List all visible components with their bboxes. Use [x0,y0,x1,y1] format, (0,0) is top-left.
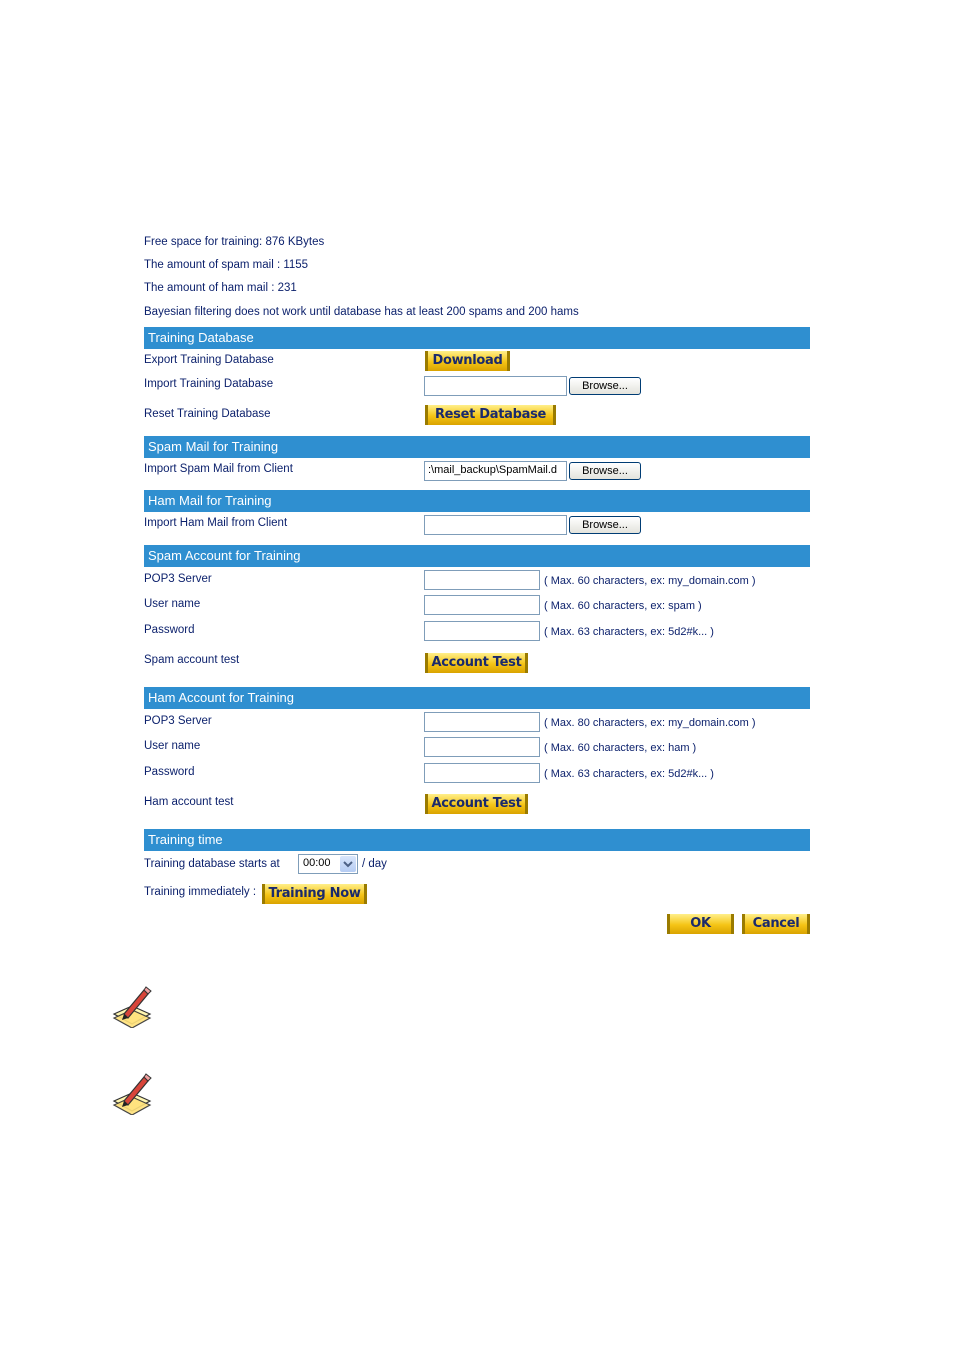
reset-database-label: Reset Training Database [144,408,271,420]
ham-account-header: Ham Account for Training [144,687,810,709]
training-now-button[interactable]: Training Now [262,884,367,904]
ham-password-input[interactable] [424,763,540,783]
ham-username-input[interactable] [424,737,540,757]
download-button[interactable]: Download [425,351,510,371]
spam-username-hint: ( Max. 60 characters, ex: spam ) [544,600,702,612]
ham-mail-header: Ham Mail for Training [144,490,810,512]
import-database-label: Import Training Database [144,378,274,390]
per-day-label: / day [362,858,387,870]
import-spam-mail-file-input[interactable]: :\mail_backup\SpamMail.d [424,461,567,481]
ok-button[interactable]: OK [667,914,734,934]
note-pencil-icon [110,984,154,1028]
spam-account-test-label: Spam account test [144,654,240,666]
spam-mail-header: Spam Mail for Training [144,436,810,458]
import-ham-mail-file-input[interactable] [424,515,567,535]
ham-password-label: Password [144,766,195,778]
spam-account-header: Spam Account for Training [144,545,810,567]
ham-username-hint: ( Max. 60 characters, ex: ham ) [544,742,697,754]
import-database-browse-button[interactable]: Browse... [569,377,641,395]
bayesian-note-text: Bayesian filtering does not work until database has at least 200 spams and 200 hams [144,306,579,318]
spam-password-hint: ( Max. 63 characters, ex: 5d2#k... ) [544,626,714,638]
note-pencil-icon [110,1071,154,1115]
spam-username-input[interactable] [424,595,540,615]
spam-pop3-hint: ( Max. 60 characters, ex: my_domain.com ) [544,575,756,587]
spam-username-label: User name [144,598,201,610]
ham-pop3-hint: ( Max. 80 characters, ex: my_domain.com ) [544,717,756,729]
ham-account-test-button[interactable]: Account Test [425,794,528,814]
import-spam-mail-browse-button[interactable]: Browse... [569,462,641,480]
import-database-file-input[interactable] [424,376,567,396]
chevron-down-icon[interactable] [340,856,356,872]
spam-pop3-label: POP3 Server [144,573,212,585]
training-starts-label: Training database starts at [144,858,280,870]
training-time-header: Training time [144,829,810,851]
ham-username-label: User name [144,740,201,752]
import-ham-mail-label: Import Ham Mail from Client [144,517,288,529]
spam-pop3-input[interactable] [424,570,540,590]
ham-amount-text: The amount of ham mail : 231 [144,282,297,294]
ham-pop3-input[interactable] [424,712,540,732]
import-spam-mail-label: Import Spam Mail from Client [144,463,293,475]
reset-database-button[interactable]: Reset Database [425,405,556,425]
ham-account-test-label: Ham account test [144,796,234,808]
import-ham-mail-browse-button[interactable]: Browse... [569,516,641,534]
training-database-header: Training Database [144,327,810,349]
spam-password-input[interactable] [424,621,540,641]
spam-password-label: Password [144,624,195,636]
training-time-value: 00:00 [303,857,331,869]
export-database-label: Export Training Database [144,354,274,366]
training-immediately-label: Training immediately : [144,886,257,898]
spam-account-test-button[interactable]: Account Test [425,653,528,673]
cancel-button[interactable]: Cancel [742,914,810,934]
ham-password-hint: ( Max. 63 characters, ex: 5d2#k... ) [544,768,714,780]
training-time-select[interactable] [298,854,358,874]
ham-pop3-label: POP3 Server [144,715,212,727]
free-space-text: Free space for training: 876 KBytes [144,236,325,248]
spam-amount-text: The amount of spam mail : 1155 [144,259,309,271]
